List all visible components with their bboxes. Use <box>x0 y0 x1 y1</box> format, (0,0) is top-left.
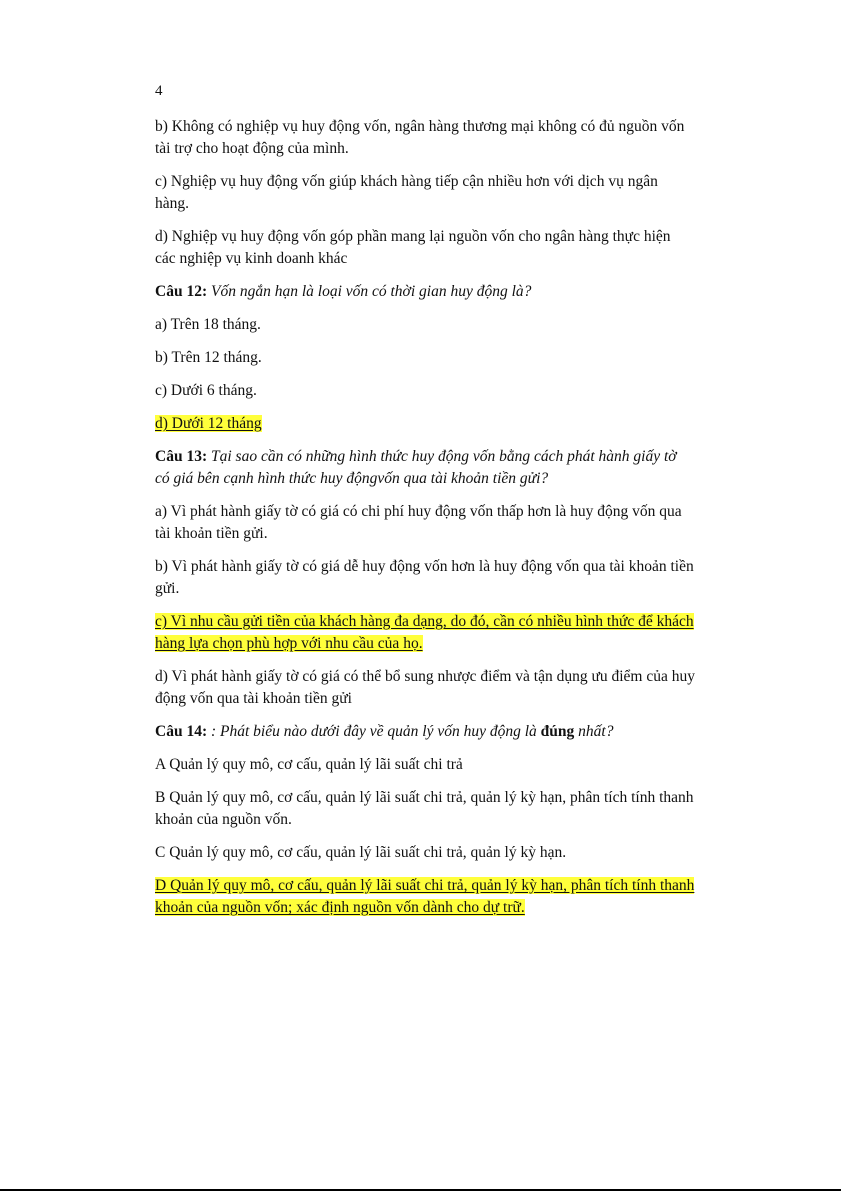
q13-text: Tại sao cần có những hình thức huy động vốn bằng cách phát hành giấy tờ có giá bên cạnh hình thức huy độngvốn qua tài khoản tiền gửi? <box>155 448 677 487</box>
q11-option-c: c) Nghiệp vụ huy động vốn giúp khách hàng tiếp cận nhiều hơn với dịch vụ ngân hàng. <box>155 173 658 212</box>
q13-option-c-answer <box>155 611 695 655</box>
q12-answer-highlight: d) Dưới 12 tháng <box>155 415 262 432</box>
q14-option-d-answer <box>155 875 695 919</box>
q13-option-d: d) Vì phát hành giấy tờ có giá có thể bổ sung nhược điểm và tận dụng ưu điểm của huy động vốn qua tài khoản tiền gửi <box>155 668 695 707</box>
q14-answer-highlight: D Quản lý quy mô, cơ cấu, quản lý lãi suất chi trả, quản lý kỳ hạn, phân tích tính thanh khoản của nguồn vốn; xác định nguồn vốn dành cho dự trữ. <box>155 877 695 916</box>
q11-option-b: b) Không có nghiệp vụ huy động vốn, ngân hàng thương mại không có đủ nguồn vốn tài trợ cho hoạt động của mình. <box>155 118 685 157</box>
q12-option-c: c) Dưới 6 tháng. <box>155 382 257 399</box>
q14-label: Câu 14: <box>155 723 208 740</box>
q12-option-a: a) Trên 18 tháng. <box>155 316 261 333</box>
page-number: 4 <box>155 83 163 99</box>
document-page <box>155 80 695 930</box>
q12-question <box>155 281 695 303</box>
q13-option-a: a) Vì phát hành giấy tờ có giá có chi phí huy động vốn thấp hơn là huy động vốn qua tài khoản tiền gửi. <box>155 503 682 542</box>
q12-text: Vốn ngắn hạn là loại vốn có thời gian huy động là? <box>210 283 532 300</box>
q14-option-c: C Quản lý quy mô, cơ cấu, quản lý lãi suất chi trả, quản lý kỳ hạn. <box>155 844 567 861</box>
q14-option-a: A Quản lý quy mô, cơ cấu, quản lý lãi suất chi trả <box>155 756 463 773</box>
q12-label: Câu 12: <box>155 283 208 300</box>
q13-question <box>155 446 695 490</box>
q14-question <box>155 721 695 743</box>
q13-option-b: b) Vì phát hành giấy tờ có giá dễ huy động vốn hơn là huy động vốn qua tài khoản tiền gửi. <box>155 558 694 597</box>
q11-option-d: d) Nghiệp vụ huy động vốn góp phần mang lại nguồn vốn cho ngân hàng thực hiện các nghiệp vụ kinh doanh khác <box>155 228 671 267</box>
q12-option-d-answer <box>155 413 695 435</box>
q14-text-bold: đúng <box>540 723 575 740</box>
q12-option-b: b) Trên 12 tháng. <box>155 349 262 366</box>
q14-text-prefix: : Phát biểu nào dưới đây về quản lý vốn huy động là <box>210 723 537 740</box>
q14-option-b: B Quản lý quy mô, cơ cấu, quản lý lãi suất chi trả, quản lý kỳ hạn, phân tích tính thanh khoản của nguồn vốn. <box>155 789 694 828</box>
q13-label: Câu 13: <box>155 448 208 465</box>
q13-answer-highlight: c) Vì nhu cầu gửi tiền của khách hàng đa dạng, do đó, cần có nhiều hình thức để khách hàng lựa chọn phù hợp với nhu cầu của họ. <box>155 613 694 652</box>
q14-text-suffix: nhất? <box>578 723 614 740</box>
